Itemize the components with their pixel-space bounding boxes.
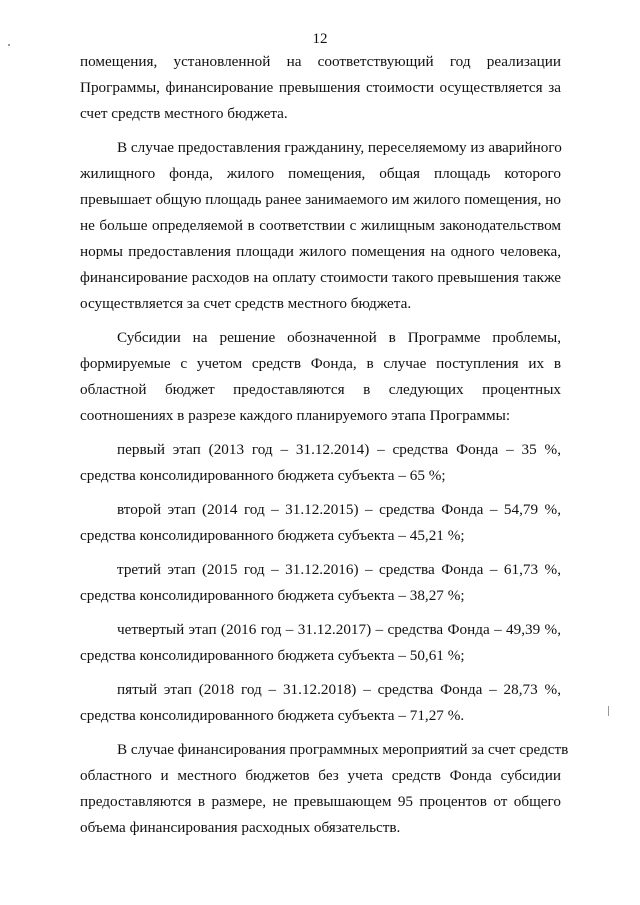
- text-line: нормы предоставления площади жилого помещения на одного человека,: [80, 243, 561, 260]
- text-line: Субсидии на решение обозначенной в Программе проблемы,: [117, 329, 561, 346]
- text-line: финансирование расходов на оплату стоимости такого превышения также: [80, 269, 561, 286]
- text-line: В случае предоставления гражданину, переселяемому из аварийного: [117, 139, 562, 156]
- stage-line: первый этап (2013 год – 31.12.2014) – средства Фонда – 35 %,: [117, 441, 561, 458]
- text-line: Программы, финансирование превышения стоимости осуществляется за: [80, 79, 561, 96]
- text-line: объема финансирования расходных обязательств.: [80, 819, 401, 836]
- text-line: соотношениях в разрезе каждого планируемого этапа Программы:: [80, 407, 511, 424]
- stage-line: пятый этап (2018 год – 31.12.2018) – средства Фонда – 28,73 %,: [117, 681, 561, 698]
- stage-line: средства консолидированного бюджета субъекта – 65 %;: [80, 467, 446, 484]
- stage-item-2: [80, 497, 561, 549]
- stage-line: средства консолидированного бюджета субъекта – 45,21 %;: [80, 527, 465, 544]
- stage-item-5: [80, 677, 561, 729]
- stage-line: третий этап (2015 год – 31.12.2016) – средства Фонда – 61,73 %,: [117, 561, 561, 578]
- text-line: помещения, установленной на соответствующий год реализации: [80, 53, 561, 70]
- page-number: 12: [312, 31, 328, 47]
- stage-line: средства консолидированного бюджета субъекта – 71,27 %.: [80, 707, 465, 724]
- paragraph-subsidies: [80, 325, 561, 429]
- stage-item-3: [80, 557, 561, 609]
- text-line: областной бюджет предоставляются в следующих процентных: [80, 381, 561, 398]
- paragraph-continuation: [80, 49, 561, 127]
- text-line: осуществляется за счет средств местного бюджета.: [80, 295, 412, 312]
- scan-mark: [608, 706, 609, 716]
- text-line: счет средств местного бюджета.: [80, 105, 288, 122]
- stage-line: средства консолидированного бюджета субъекта – 50,61 %;: [80, 647, 465, 664]
- stage-line: второй этап (2014 год – 31.12.2015) – средства Фонда – 54,79 %,: [117, 501, 561, 518]
- stage-line: средства консолидированного бюджета субъекта – 38,27 %;: [80, 587, 465, 604]
- stage-item-4: [80, 617, 561, 669]
- text-line: областного и местного бюджетов без учета средств Фонда субсидии: [80, 767, 561, 784]
- stage-line: четвертый этап (2016 год – 31.12.2017) – средства Фонда – 49,39 %,: [117, 621, 561, 638]
- scan-mark: [8, 44, 10, 46]
- text-line: формируемые с учетом средств Фонда, в случае поступления их в: [80, 355, 561, 372]
- document-body: [80, 49, 569, 849]
- text-line: превышает общую площадь ранее занимаемого им жилого помещения, но: [80, 191, 561, 208]
- text-line: жилищного фонда, жилого помещения, общая площадь которого: [80, 165, 561, 182]
- paragraph-excess-area: [80, 135, 561, 317]
- text-line: В случае финансирования программных мероприятий за счет средств: [117, 741, 569, 758]
- text-line: предоставляются в размере, не превышающем 95 процентов от общего: [80, 793, 561, 810]
- stage-item-1: [80, 437, 561, 489]
- text-line: не больше определяемой в соответствии с жилищным законодательством: [80, 217, 561, 234]
- paragraph-regional-funding: [80, 737, 569, 841]
